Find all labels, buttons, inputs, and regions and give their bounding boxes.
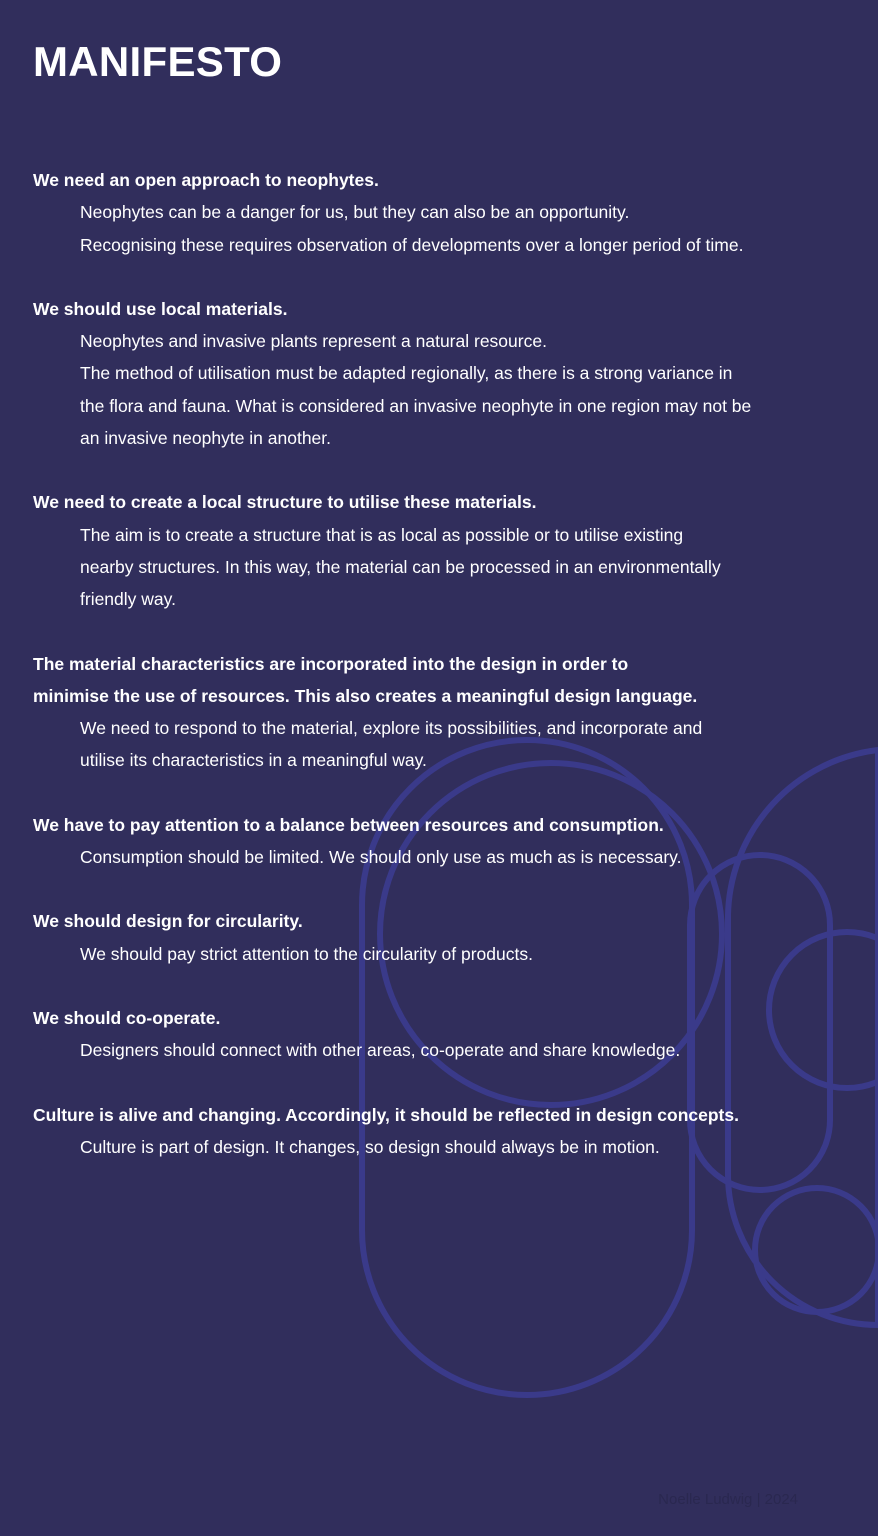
principle-item	[33, 293, 823, 454]
principle-body-line: the flora and fauna. What is considered an invasive neophyte in one region may not be	[80, 395, 752, 416]
principle-heading: The material characteristics are incorporated into the design in order to	[33, 653, 629, 674]
bottom-circle-outline	[755, 1188, 878, 1312]
principle-item	[33, 1002, 823, 1067]
principle-heading: We should design for circularity.	[33, 911, 303, 932]
principle-heading: We should co-operate.	[33, 1007, 221, 1028]
principle-heading: minimise the use of resources. This also creates a meaningful design language.	[33, 685, 698, 706]
principle-heading: We need an open approach to neophytes.	[33, 170, 379, 190]
principle-body-line: The aim is to create a structure that is as local as possible or to utilise existing	[80, 524, 684, 545]
principle-body-line: Consumption should be limited. We should only use as much as is necessary.	[80, 847, 682, 868]
principle-body-line: Recognising these requires observation of developments over a longer period of time.	[80, 234, 744, 255]
principle-body-line: friendly way.	[80, 589, 176, 610]
principle-heading: We need to create a local structure to utilise these materials.	[33, 492, 537, 513]
principle-heading: Culture is alive and changing. Accordingly, it should be reflected in design concepts.	[33, 1104, 739, 1125]
principle-body-line: The method of utilisation must be adapted regionally, as there is a strong variance in	[80, 363, 733, 384]
principle-heading: We should use local materials.	[33, 298, 288, 319]
principle-item	[33, 486, 823, 615]
page-title: MANIFESTO	[33, 38, 283, 85]
manifesto-principles-list	[33, 164, 823, 1195]
principle-body-line: Neophytes can be a danger for us, but they can also be an opportunity.	[80, 202, 630, 223]
principle-item	[33, 809, 823, 874]
principle-body-line: We should pay strict attention to the circularity of products.	[80, 943, 533, 964]
principle-item	[33, 648, 823, 777]
principle-item	[33, 1099, 823, 1164]
author-credit: Noelle Ludwig | 2024	[658, 1491, 798, 1508]
principle-body-line: utilise its characteristics in a meaningful way.	[80, 750, 427, 771]
principle-heading: We have to pay attention to a balance between resources and consumption.	[33, 814, 664, 835]
principle-body-line: Culture is part of design. It changes, so design should always be in motion.	[80, 1136, 660, 1157]
principle-body-line: nearby structures. In this way, the material can be processed in an environmentally	[80, 556, 721, 577]
principle-item	[33, 905, 823, 970]
principle-body-line: Neophytes and invasive plants represent a natural resource.	[80, 331, 547, 352]
principle-body-line: an invasive neophyte in another.	[80, 428, 332, 449]
principle-body-line: Designers should connect with other areas, co-operate and share knowledge.	[80, 1040, 681, 1061]
principle-body-line: We need to respond to the material, explore its possibilities, and incorporate and	[80, 718, 703, 739]
principle-item	[33, 164, 823, 261]
